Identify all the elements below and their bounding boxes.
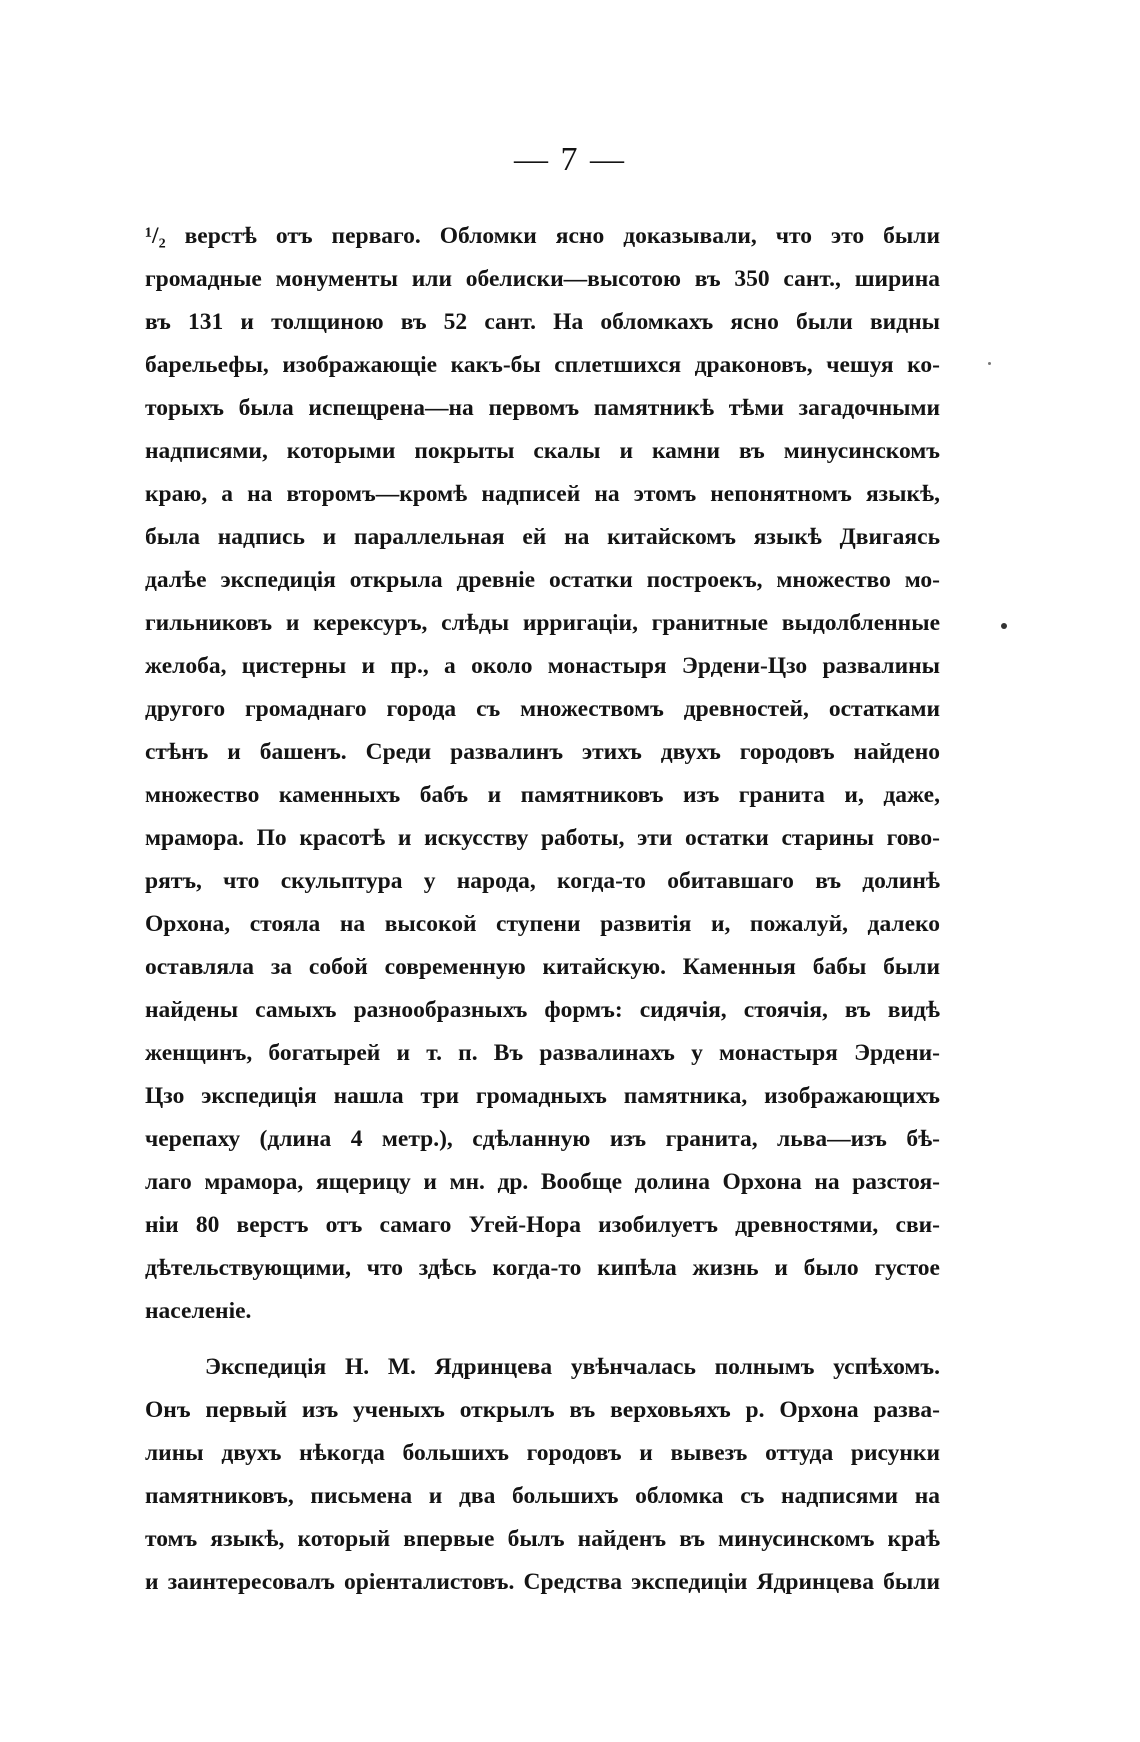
text-line: далѣе экспедиція открыла древніе остатки построекъ, множество мо- bbox=[145, 567, 940, 593]
text-line: Цзо экспедиція нашла три громадныхъ памятника, изображающихъ bbox=[145, 1083, 940, 1109]
body-text bbox=[145, 215, 940, 1604]
text-line: другого громаднаго города съ множествомъ древностей, остатками bbox=[145, 696, 940, 722]
text-line: торыхъ была испещрена—на первомъ памятникѣ тѣми загадочными bbox=[145, 395, 940, 421]
text-line: рятъ, что скульптура у народа, когда-то обитавшаго въ долинѣ bbox=[145, 868, 940, 894]
text-line: лаго мрамора, ящерицу и мн. др. Вообще долина Орхона на разстоя- bbox=[145, 1169, 940, 1195]
text-line: громадные монументы или обелиски—высотою въ 350 сант., ширина bbox=[145, 266, 940, 292]
text-line: множество каменныхъ бабъ и памятниковъ изъ гранита и, даже, bbox=[145, 782, 940, 808]
text-line: надписями, которыми покрыты скалы и камни въ минусинскомъ bbox=[145, 438, 940, 464]
text-line: дѣтельствующими, что здѣсь когда-то кипѣла жизнь и было густое bbox=[145, 1255, 940, 1281]
text-line: Экспедиція Н. М. Ядринцева увѣнчалась полнымъ успѣхомъ. bbox=[205, 1354, 940, 1380]
text-line: Онъ первый изъ ученыхъ открылъ въ верховьяхъ р. Орхона разва- bbox=[145, 1397, 940, 1423]
scan-speck bbox=[988, 362, 991, 365]
text-line: лины двухъ нѣкогда большихъ городовъ и вывезъ оттуда рисунки bbox=[145, 1440, 940, 1466]
paragraph-gap bbox=[145, 1333, 940, 1346]
text-line: мрамора. По красотѣ и искусству работы, эти остатки старины гово- bbox=[145, 825, 940, 851]
text-line: ніи 80 верстъ отъ самаго Угей-Нора изобилуетъ древностями, сви- bbox=[145, 1212, 940, 1238]
text-line: была надпись и параллельная ей на китайскомъ языкѣ Двигаясь bbox=[145, 524, 940, 550]
page-number: — 7 — bbox=[514, 141, 626, 178]
text-line: желоба, цистерны и пр., а около монастыря Эрдени-Цзо развалины bbox=[145, 653, 940, 679]
text-line: барельефы, изображающіе какъ-бы сплетшихся драконовъ, чешуя ко- bbox=[145, 352, 940, 378]
text-line: томъ языкѣ, который впервые былъ найденъ въ минусинскомъ краѣ bbox=[145, 1526, 940, 1552]
paragraph-2 bbox=[145, 1346, 940, 1604]
text-line: женщинъ, богатырей и т. п. Въ развалинахъ у монастыря Эрдени- bbox=[145, 1040, 940, 1066]
text-line: стѣнъ и башенъ. Среди развалинъ этихъ двухъ городовъ найдено bbox=[145, 739, 940, 765]
text-line: черепаху (длина 4 метр.), сдѣланную изъ гранита, льва—изъ бѣ- bbox=[145, 1126, 940, 1152]
text-line: гильниковъ и керексуръ, слѣды ирригаціи, гранитные выдолбленные bbox=[145, 610, 940, 636]
text-line: оставляла за собой современную китайскую. Каменныя бабы были bbox=[145, 954, 940, 980]
text-line: Орхона, стояла на высокой ступени развитія и, пожалуй, далеко bbox=[145, 911, 940, 937]
scan-speck bbox=[1001, 623, 1007, 629]
text-line: ¹/₂ верстѣ отъ перваго. Обломки ясно доказывали, что это были bbox=[145, 223, 940, 249]
text-line: и заинтересовалъ оріенталистовъ. Средства экспедиціи Ядринцева были bbox=[145, 1569, 940, 1595]
text-line: найдены самыхъ разнообразныхъ формъ: сидячія, стоячія, въ видѣ bbox=[145, 997, 940, 1023]
text-line: въ 131 и толщиною въ 52 сант. На обломкахъ ясно были видны bbox=[145, 309, 940, 335]
text-line: населеніе. bbox=[145, 1298, 252, 1324]
text-line: памятниковъ, письмена и два большихъ обломка съ надписями на bbox=[145, 1483, 940, 1509]
paragraph-1 bbox=[145, 215, 940, 1333]
text-line: краю, а на второмъ—кромѣ надписей на этомъ непонятномъ языкѣ, bbox=[145, 481, 940, 507]
